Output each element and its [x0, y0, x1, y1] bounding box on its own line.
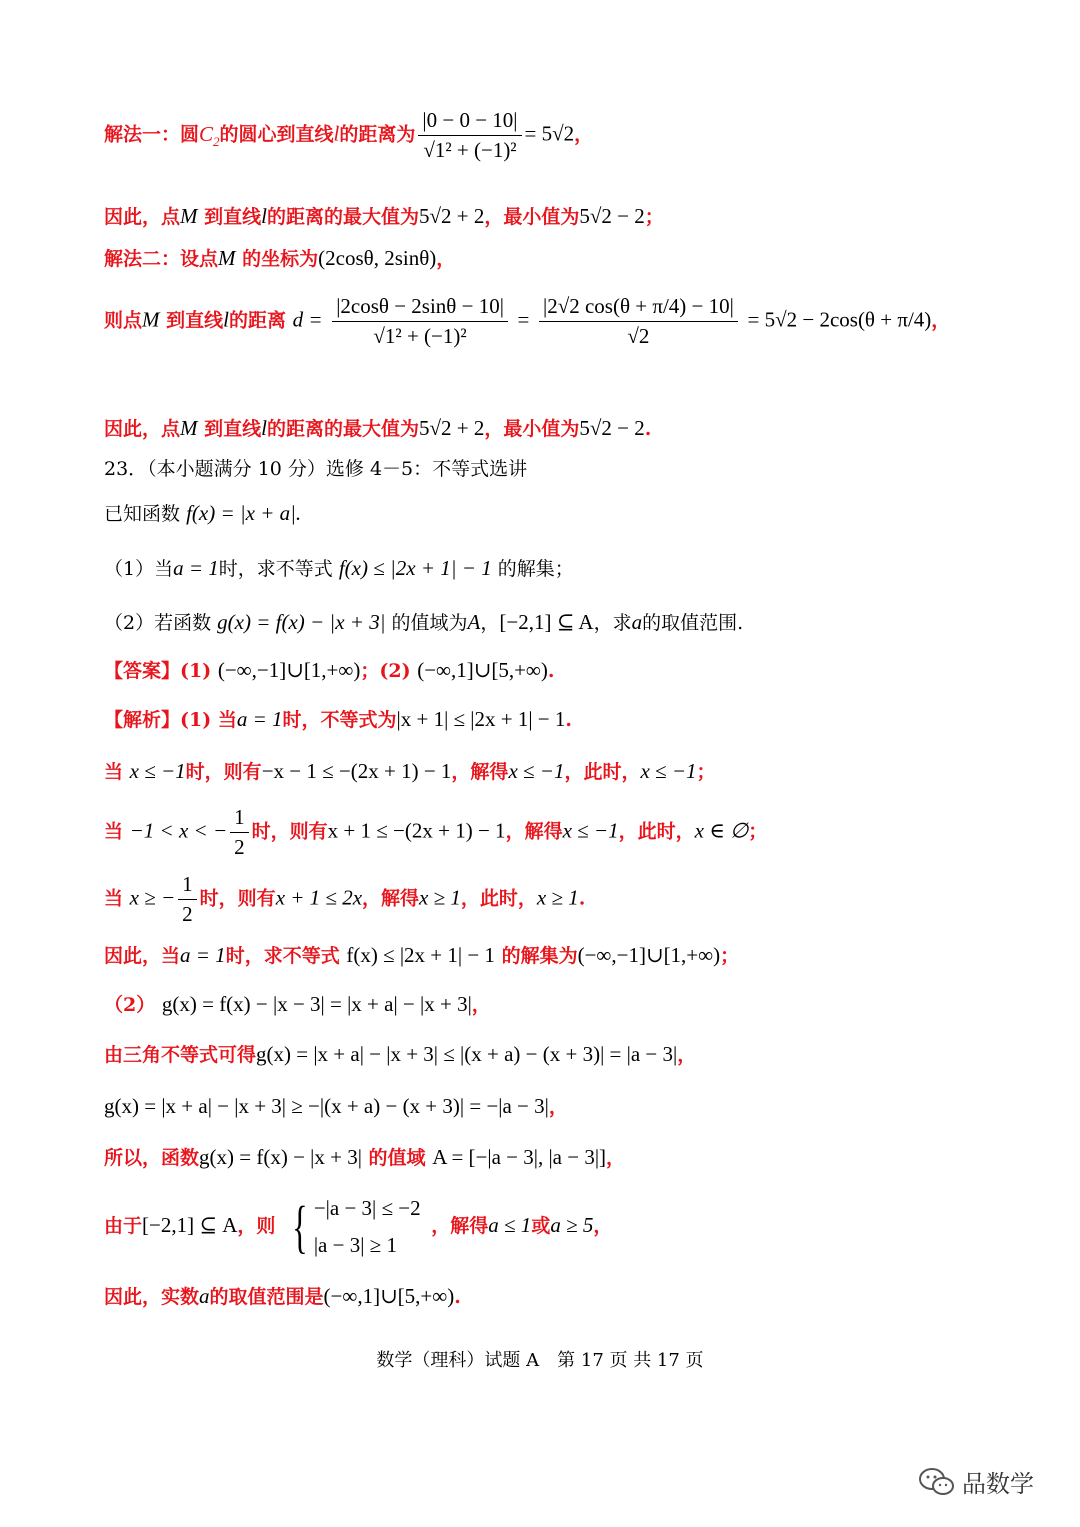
math-expr: g(x) = f(x) − |x − 3| = |x + a| − |x + 3| — [161, 992, 472, 1016]
text: 解法二：设点 — [104, 248, 219, 270]
math-l: l — [223, 307, 229, 332]
text: 已知函数 — [104, 503, 181, 525]
fraction-2 — [539, 294, 738, 349]
math-set: [−2,1] ⊆ A — [499, 610, 594, 634]
math-result: a ≥ 5 — [550, 1212, 594, 1237]
distance-fraction — [418, 108, 521, 163]
math-expr: −x − 1 ≤ −(2x + 1) − 1 — [261, 759, 452, 783]
text: ； — [696, 761, 716, 783]
system-of-inequalities — [104, 1190, 612, 1264]
left-brace: { — [292, 1193, 308, 1259]
text: 当 — [104, 887, 124, 910]
text: 时，不等式为 — [282, 709, 397, 731]
math-max: 5√2 + 2 — [419, 416, 485, 440]
text: ，最小值为 — [484, 206, 580, 228]
text: 的距离的最大值为 — [267, 206, 420, 228]
text: 的圆心到直线 — [219, 123, 334, 146]
math-result: a ≤ 1 — [488, 1212, 532, 1237]
text: ， — [436, 248, 456, 270]
question-part-1 — [104, 554, 574, 581]
answer-label: 【答案】(1) — [104, 660, 212, 682]
math-expr: f(x) = |x + a|. — [186, 501, 302, 525]
analysis-case-3 — [104, 872, 585, 927]
math-set: [−2,1] ⊆ A — [142, 1212, 238, 1237]
question-function-def — [104, 499, 301, 526]
math-min: 5√2 − 2 — [579, 416, 645, 440]
solution-conclusion-2 — [104, 414, 651, 441]
text: ，最小值为 — [484, 418, 580, 440]
numerator: |2√2 cos(θ + π/4) − 10| — [539, 294, 738, 322]
text: ，则 — [237, 1214, 276, 1237]
final-conclusion — [104, 1282, 461, 1309]
text: ，此时， — [460, 887, 537, 910]
system-rows — [314, 1190, 421, 1264]
denominator: √1² + (−1)² — [423, 138, 517, 163]
watermark — [918, 1464, 1034, 1499]
watermark-text: 品数学 — [962, 1470, 1034, 1498]
analysis-label: 【解析】(1) 当 — [104, 709, 237, 731]
text: ，解得 — [431, 1214, 489, 1237]
text: ， — [574, 123, 594, 146]
distance-formula-line — [104, 294, 950, 349]
half-fraction — [230, 805, 249, 860]
text: 或 — [531, 1214, 551, 1237]
text: 因此，实数 — [104, 1286, 200, 1308]
math-a-set: A — [467, 610, 481, 634]
system-row: |a − 3| ≥ 1 — [313, 1232, 397, 1257]
text: ， — [593, 1214, 613, 1237]
text: ，解得 — [505, 820, 563, 843]
math-l: l — [261, 204, 267, 228]
math-sol: x ∈ ∅ — [694, 818, 749, 843]
text: ， — [606, 1147, 626, 1169]
text: ，此时， — [618, 820, 695, 843]
math-l: l — [261, 416, 267, 440]
text: 的解集； — [497, 558, 574, 580]
text: . — [578, 887, 586, 910]
math-sub: 2 — [213, 133, 220, 149]
text: ； — [720, 945, 740, 967]
text: 解法一：圆 — [104, 123, 200, 146]
math-expr: g(x) = f(x) − |x + 3| — [217, 610, 386, 634]
text: . — [454, 1286, 461, 1308]
math-sol: (−∞,1]∪[5,+∞) — [323, 1284, 455, 1308]
text: （1）当 — [104, 558, 174, 580]
math-m: M — [142, 307, 160, 332]
text: 因此，当 — [104, 945, 181, 967]
text: ， — [931, 309, 951, 332]
math-m: M — [180, 204, 198, 228]
text: 的值域 — [368, 1147, 426, 1169]
text: 由于 — [104, 1214, 143, 1237]
math-result: x ≤ −1 — [508, 759, 565, 783]
text: 时，则有 — [199, 887, 276, 910]
question-part-2 — [104, 608, 743, 635]
fraction-1 — [332, 294, 508, 349]
math-sol: x ≤ −1 — [640, 759, 697, 783]
math-ans1: (−∞,−1]∪[1,+∞) — [217, 658, 361, 682]
math-set: A = [−|a − 3|, |a − 3|] — [432, 1145, 607, 1169]
half-fraction — [178, 872, 197, 927]
text: 时，则有 — [185, 761, 262, 783]
math-cond: x ≤ −1 — [129, 759, 186, 783]
analysis-line-1 — [104, 705, 572, 732]
text: 的值域为 — [391, 612, 468, 634]
solution-conclusion-1 — [104, 202, 664, 229]
analysis-part-2 — [104, 990, 491, 1017]
analysis-case-1 — [104, 757, 716, 784]
math-max: 5√2 + 2 — [419, 204, 485, 228]
math-rhs: = 5√2 − 2cos(θ + π/4) — [747, 307, 932, 332]
text: 到直线 — [166, 309, 224, 332]
math-expr: g(x) = f(x) − |x + 3| — [199, 1145, 362, 1169]
text: 当 — [104, 820, 124, 843]
text: 的距离为 — [339, 123, 416, 146]
math-eq: = — [517, 307, 530, 332]
range-of-g — [104, 1143, 625, 1170]
text: 当 — [104, 761, 124, 783]
math-expr: g(x) = |x + a| − |x + 3| ≤ |(x + a) − (x + 3)| = |a − 3| — [256, 1042, 678, 1066]
text: 的坐标为 — [242, 248, 319, 270]
text: 的距离 — [229, 309, 287, 332]
text: . — [644, 418, 652, 440]
math-sol: (−∞,−1]∪[1,+∞) — [577, 943, 721, 967]
math-cond: a = 1 — [180, 943, 226, 967]
analysis-conclusion-1 — [104, 941, 739, 968]
denominator: 2 — [234, 835, 245, 860]
math-expr: x + 1 ≤ −(2x + 1) − 1 — [327, 818, 506, 843]
math-rhs: = 5√2 — [524, 121, 575, 146]
text: ， — [480, 612, 500, 634]
math-min: 5√2 − 2 — [579, 204, 645, 228]
math-expr: g(x) = |x + a| − |x + 3| ≥ −|(x + a) − (x + 3)| = −|a − 3| — [104, 1094, 549, 1118]
text: 的距离的最大值为 — [267, 418, 420, 440]
text: 则点 — [104, 309, 143, 332]
text: ，解得 — [362, 887, 420, 910]
text: 时，则有 — [251, 820, 328, 843]
page-footer: 数学（理科）试题 A 第 17 页 共 17 页 — [376, 1350, 704, 1371]
text: ； — [748, 820, 768, 843]
wechat-icon — [918, 1467, 956, 1497]
text: 的解集为 — [501, 945, 578, 967]
text: ；(2) — [360, 660, 411, 682]
text: ，解得 — [451, 761, 509, 783]
math-expr: f(x) ≤ |2x + 1| − 1 — [346, 943, 495, 967]
denominator: √2 — [627, 324, 650, 349]
text: 所以，函数 — [104, 1147, 200, 1169]
math-result: x ≥ 1 — [419, 885, 461, 910]
text: ，求 — [593, 612, 632, 634]
numerator: |0 − 0 − 10| — [418, 108, 521, 136]
system-row: −|a − 3| ≤ −2 — [313, 1196, 421, 1220]
text: . — [547, 660, 555, 682]
math-cond: −1 < x < − — [129, 818, 228, 843]
math-m: M — [218, 246, 236, 270]
text: 因此，点 — [104, 418, 181, 440]
math-a: a — [631, 610, 643, 634]
text: . — [565, 709, 573, 731]
denominator: 2 — [182, 902, 193, 927]
triangle-inequality-1 — [104, 1040, 696, 1067]
inequality-system — [286, 1190, 421, 1264]
text: 的取值范围是 — [209, 1286, 324, 1308]
solution-method-2 — [104, 244, 455, 271]
text: ，此时， — [564, 761, 641, 783]
denominator: √1² + (−1)² — [373, 324, 467, 349]
math-expr: f(x) ≤ |2x + 1| − 1 — [338, 556, 492, 580]
text: ， — [471, 994, 491, 1016]
question-23-header — [104, 454, 527, 481]
analysis-case-2 — [104, 805, 767, 860]
math-coord: (2cosθ, 2sinθ) — [318, 246, 437, 270]
math-cond: a = 1 — [236, 707, 283, 731]
math-cond: x ≥ − — [129, 885, 176, 910]
math — [199, 121, 220, 149]
text: ， — [548, 1096, 568, 1118]
text: 的取值范围. — [642, 612, 744, 634]
text: ， — [677, 1044, 697, 1066]
text: 时，求不等式 — [218, 558, 333, 580]
math-expr: x + 1 ≤ 2x — [275, 885, 363, 910]
math-cond: a = 1 — [173, 556, 219, 580]
text: ； — [644, 206, 664, 228]
math-sol: x ≥ 1 — [536, 885, 579, 910]
text: 到直线 — [204, 206, 262, 228]
triangle-inequality-2 — [104, 1092, 568, 1119]
math-expr: |x + 1| ≤ |2x + 1| − 1 — [396, 707, 566, 731]
numerator: |2cosθ − 2sinθ − 10| — [332, 294, 508, 322]
math-c: C — [199, 121, 214, 146]
text: 时，求不等式 — [225, 945, 340, 967]
answer-line — [104, 656, 555, 683]
math-a: a — [199, 1284, 210, 1308]
numerator: 1 — [178, 872, 197, 900]
math-result: x ≤ −1 — [562, 818, 619, 843]
math-m: M — [180, 416, 198, 440]
math-d: d = — [292, 307, 323, 332]
math-l: l — [333, 121, 340, 146]
numerator: 1 — [230, 805, 249, 833]
text: 到直线 — [204, 418, 262, 440]
question-header-text: 23．（本小题满分 10 分）选修 4－5：不等式选讲 — [104, 458, 528, 480]
text: （2） — [104, 994, 156, 1016]
text: 因此，点 — [104, 206, 181, 228]
text: （2）若函数 — [104, 612, 212, 634]
text: 由三角不等式可得 — [104, 1044, 257, 1066]
math-ans2: (−∞,1]∪[5,+∞) — [417, 658, 548, 682]
solution-method-1 — [104, 108, 593, 163]
